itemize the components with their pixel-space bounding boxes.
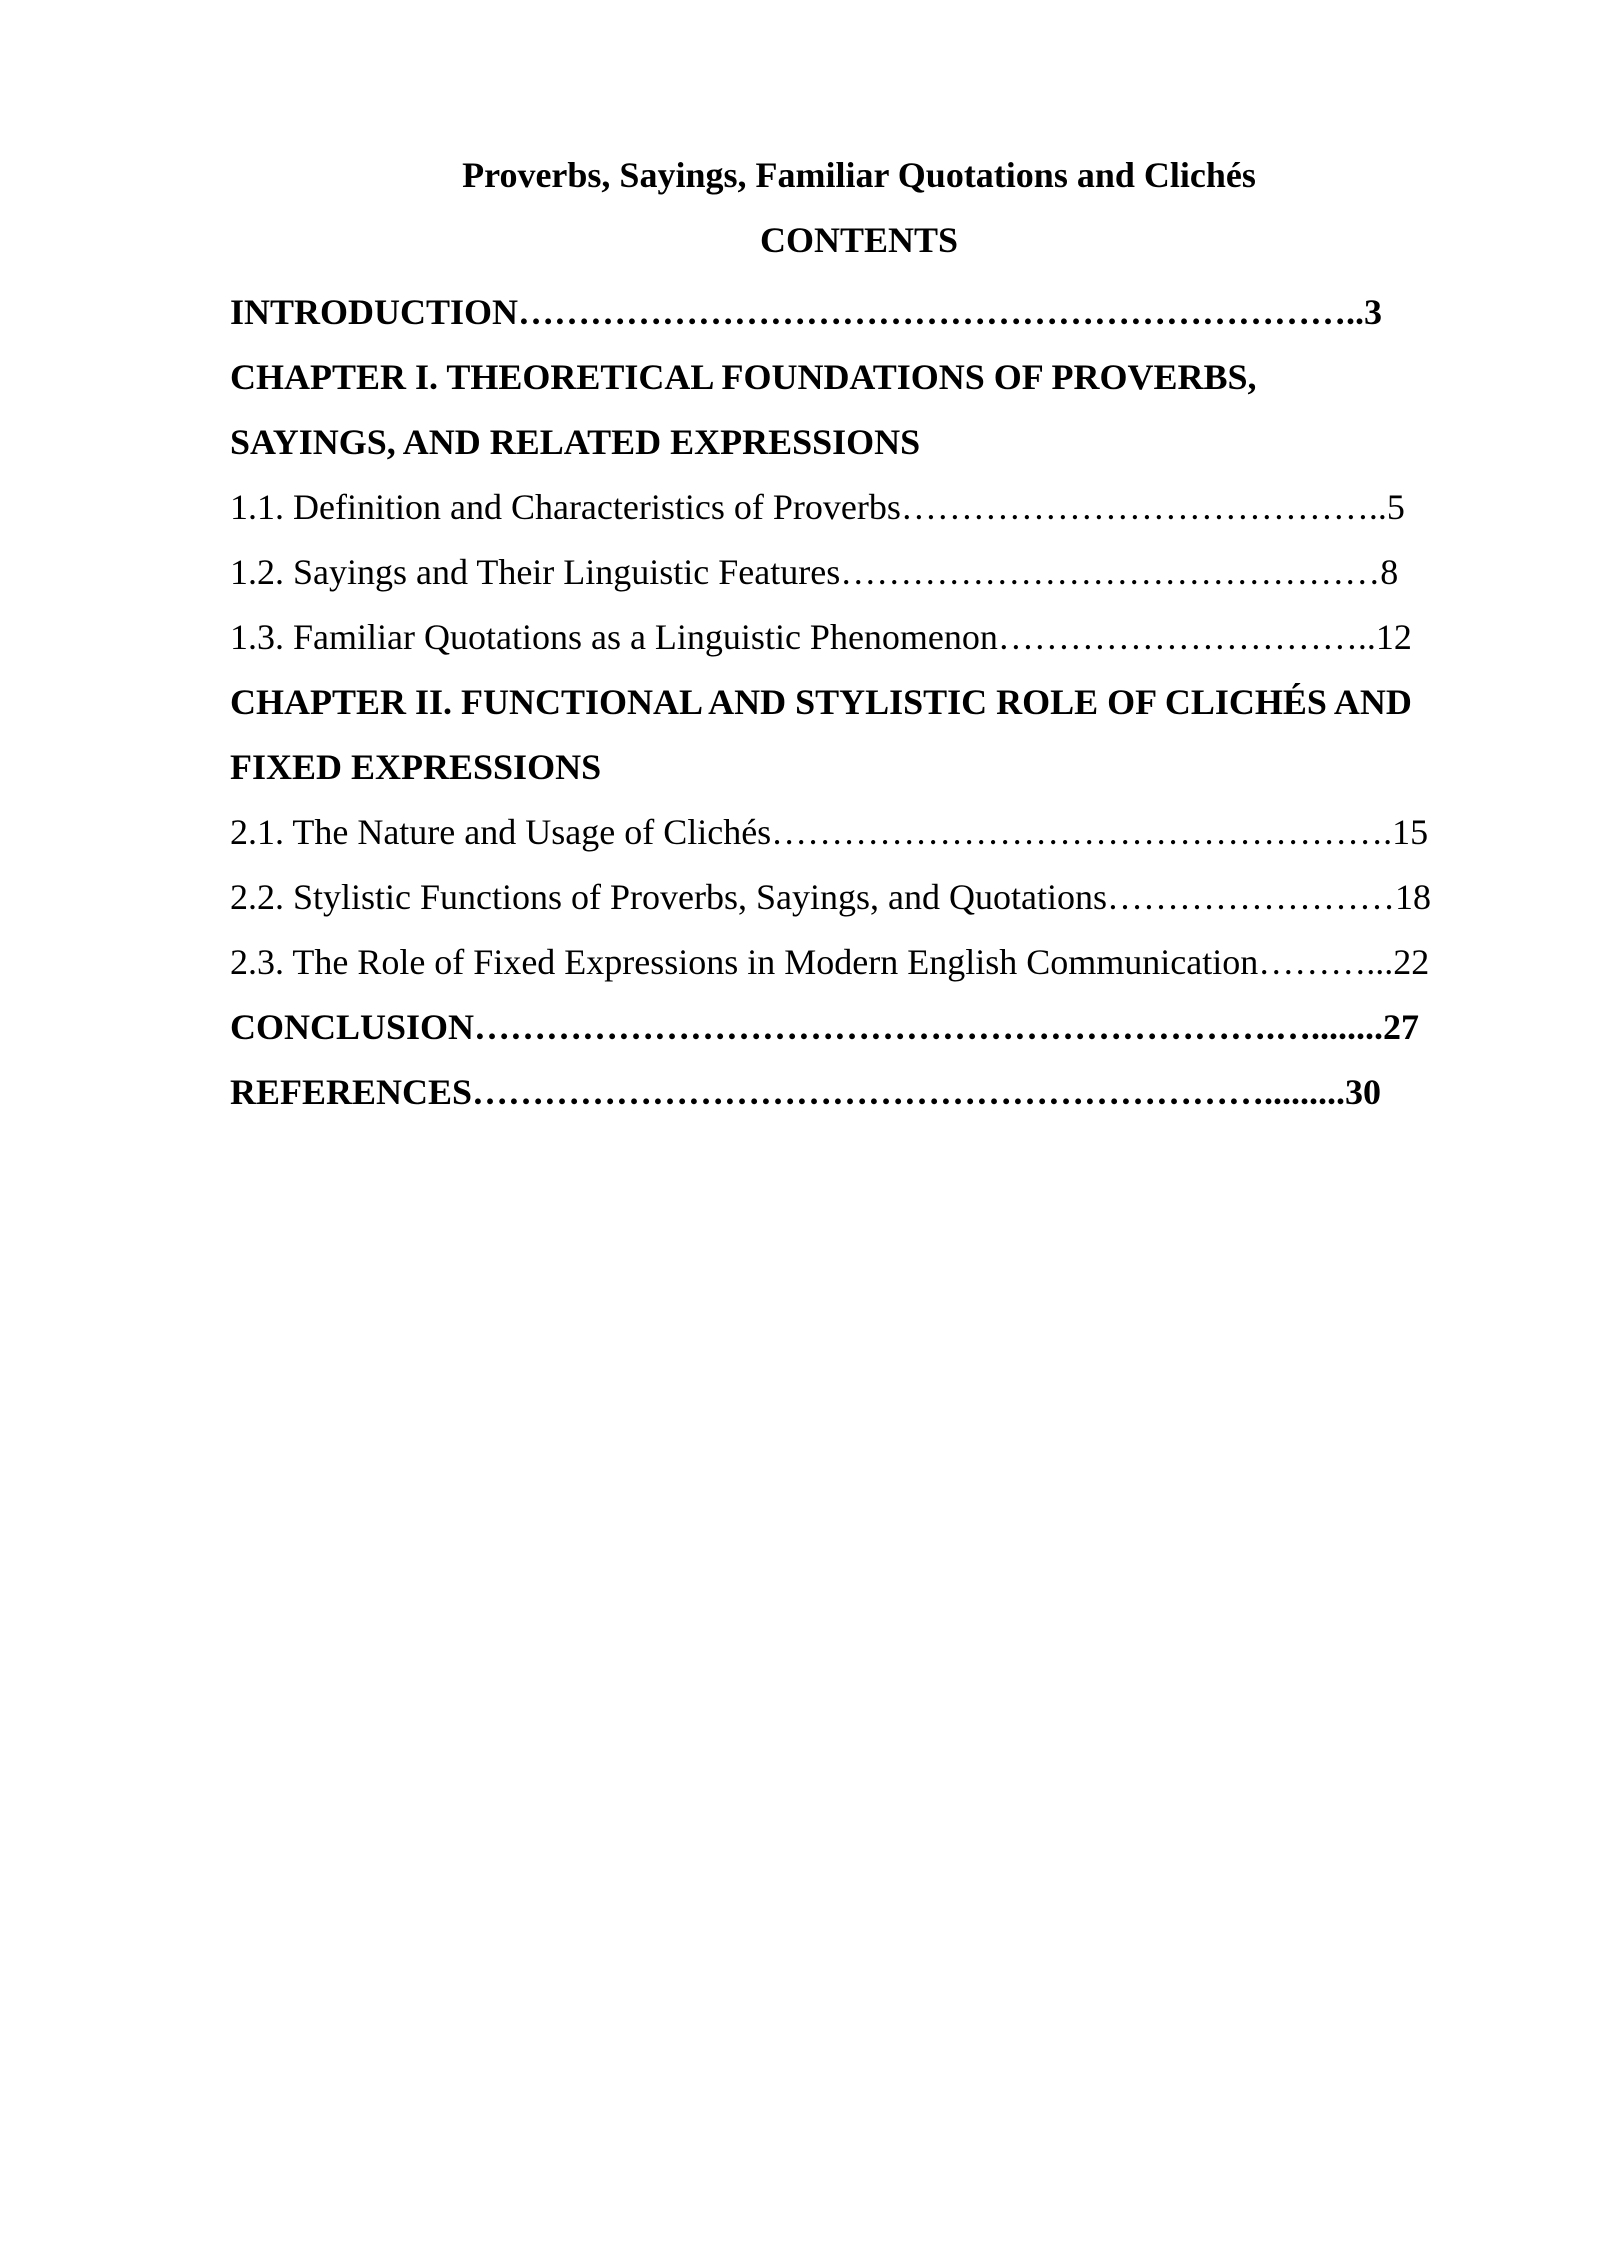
toc-chapter-2-heading-line-1: CHAPTER II. FUNCTIONAL AND STYLISTIC ROLE OF CLICHÉS AND [230,682,1412,722]
toc-entry-1-2: 1.2. Sayings and Their Linguistic Features………………………………………8 [230,552,1399,592]
toc-chapter-2-heading-line-2: FIXED EXPRESSIONS [230,747,602,787]
table-of-contents [230,280,1510,1125]
toc-chapter-1-heading-line-1: CHAPTER I. THEORETICAL FOUNDATIONS OF PROVERBS, [230,357,1257,397]
toc-entry-1-1: 1.1. Definition and Characteristics of Proverbs…………………………………..5 [230,487,1405,527]
toc-entry-references: REFERENCES………………………………………………………….........30 [230,1072,1382,1112]
contents-heading: CONTENTS [759,220,959,260]
toc-entry-introduction: INTRODUCTION……………………………………………………………..3 [230,292,1383,332]
toc-entry-2-1: 2.1. The Nature and Usage of Clichés…………………………………………….15 [230,812,1429,852]
document-title: Proverbs, Sayings, Familiar Quotations and Clichés [462,155,1256,195]
toc-chapter-1-heading-line-2: SAYINGS, AND RELATED EXPRESSIONS [230,422,921,462]
toc-entry-1-3: 1.3. Familiar Quotations as a Linguistic Phenomenon…………………………..12 [230,617,1412,657]
toc-entry-2-2: 2.2. Stylistic Functions of Proverbs, Sayings, and Quotations……………………18 [230,877,1431,917]
toc-entry-conclusion: CONCLUSION………………………………………………………….…........27 [230,1007,1420,1047]
toc-entry-2-3: 2.3. The Role of Fixed Expressions in Modern English Communication………...22 [230,942,1430,982]
